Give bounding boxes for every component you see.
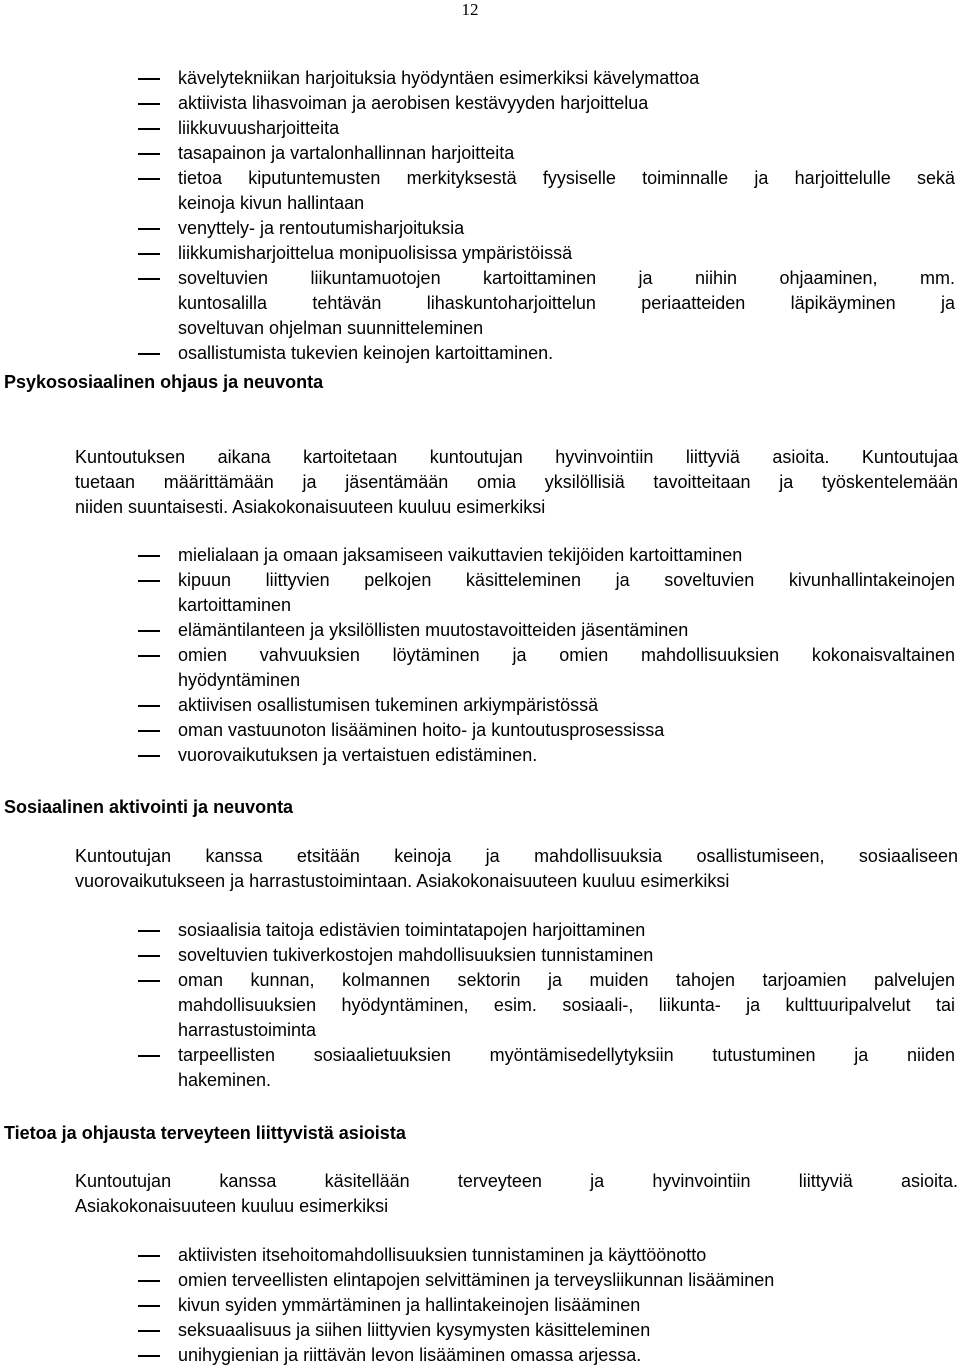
list-item-line: oman kunnan, kolmannen sektorin ja muiden tahojen tarjoamien palvelujen: [178, 970, 955, 990]
dash-bullet-icon: [138, 555, 160, 557]
list-item: [0, 66, 960, 91]
list-item: [0, 968, 960, 1043]
list-item: [0, 91, 960, 116]
health-list: [0, 1243, 960, 1368]
list-item-text: [178, 568, 955, 618]
list-item: [0, 1043, 960, 1093]
list-item: [0, 241, 960, 266]
section-heading-health: Tietoa ja ohjausta terveyteen liittyvistä asioista: [4, 1123, 406, 1143]
psychosocial-list: [0, 543, 960, 768]
list-item: [0, 266, 960, 341]
paragraph-line: tuetaan määrittämään ja jäsentämään omia yksilöllisiä tavoitteitaan ja työskentelemään: [75, 472, 958, 492]
list-item: [0, 618, 960, 643]
list-item-line: mielialaan ja omaan jaksamiseen vaikuttavien tekijöiden kartoittaminen: [178, 545, 743, 565]
dash-bullet-icon: [138, 655, 160, 657]
list-item-line: harrastustoiminta: [178, 1020, 317, 1040]
list-item-line: soveltuvien tukiverkostojen mahdollisuuksien tunnistaminen: [178, 945, 654, 965]
list-item-line: kivun syiden ymmärtäminen ja hallintakeinojen lisääminen: [178, 1295, 641, 1315]
list-item-line: aktiivista lihasvoiman ja aerobisen kestävyyden harjoittelua: [178, 93, 649, 113]
dash-bullet-icon: [138, 1255, 160, 1257]
list-item-line: sosiaalisia taitoja edistävien toimintatapojen harjoittaminen: [178, 920, 646, 940]
dash-bullet-icon: [138, 730, 160, 732]
list-item-text: [178, 116, 955, 141]
dash-bullet-icon: [138, 630, 160, 632]
dash-bullet-icon: [138, 1355, 160, 1357]
dash-bullet-icon: [138, 78, 160, 80]
dash-bullet-icon: [138, 278, 160, 280]
list-item-line: tietoa kiputuntemusten merkityksestä fyysiselle toiminnalle ja harjoittelulle sekä: [178, 168, 955, 188]
list-item-text: [178, 543, 955, 568]
list-item-line: seksuaalisuus ja siihen liittyvien kysymysten käsitteleminen: [178, 1320, 651, 1340]
dash-bullet-icon: [138, 103, 160, 105]
list-item: [0, 918, 960, 943]
dash-bullet-icon: [138, 955, 160, 957]
dash-bullet-icon: [138, 253, 160, 255]
paragraph-line: Kuntoutujan kanssa käsitellään terveyteen ja hyvinvointiin liittyviä asioita.: [75, 1171, 958, 1191]
list-item-text: [178, 166, 955, 216]
list-item-line: mahdollisuuksien hyödyntäminen, esim. sosiaali-, liikunta- ja kulttuuripalvelut tai: [178, 995, 955, 1015]
list-item-line: kuntosalilla tehtävän lihaskuntoharjoittelun periaatteiden läpikäyminen ja: [178, 293, 955, 313]
dash-bullet-icon: [138, 178, 160, 180]
list-item: [0, 743, 960, 768]
list-item-text: [178, 1318, 955, 1343]
list-item: [0, 341, 960, 366]
social-list: [0, 918, 960, 1093]
list-item-line: hyödyntäminen: [178, 670, 301, 690]
dash-bullet-icon: [138, 705, 160, 707]
list-item-text: [178, 618, 955, 643]
paragraph-line: Kuntoutujan kanssa etsitään keinoja ja mahdollisuuksia osallistumiseen, sosiaaliseen: [75, 846, 958, 866]
list-item-text: [178, 1293, 955, 1318]
dash-bullet-icon: [138, 980, 160, 982]
list-item-text: [178, 918, 955, 943]
paragraph-line: Asiakokonaisuuteen kuuluu esimerkiksi: [75, 1196, 389, 1216]
list-item-line: aktiivisten itsehoitomahdollisuuksien tunnistaminen ja käyttöönotto: [178, 1245, 707, 1265]
list-item: [0, 1318, 960, 1343]
list-item: [0, 1243, 960, 1268]
list-item-line: osallistumista tukevien keinojen kartoittaminen.: [178, 343, 554, 363]
list-item: [0, 166, 960, 216]
section-heading-social: Sosiaalinen aktivointi ja neuvonta: [4, 797, 294, 817]
list-item: [0, 141, 960, 166]
list-item-line: tasapainon ja vartalonhallinnan harjoitteita: [178, 143, 515, 163]
list-item: [0, 543, 960, 568]
list-item-line: elämäntilanteen ja yksilöllisten muutostavoitteiden jäsentäminen: [178, 620, 689, 640]
list-item-text: [178, 643, 955, 693]
list-item-text: [178, 743, 955, 768]
list-item-line: soveltuvan ohjelman suunnitteleminen: [178, 318, 484, 338]
psychosocial-paragraph: [75, 445, 958, 520]
list-item-text: [178, 266, 955, 341]
list-item: [0, 1293, 960, 1318]
list-item-text: [178, 693, 955, 718]
dash-bullet-icon: [138, 1305, 160, 1307]
list-item-line: liikkumisharjoittelua monipuolisissa ympäristöissä: [178, 243, 573, 263]
list-item-text: [178, 1243, 955, 1268]
section-heading-psychosocial: Psykososiaalinen ohjaus ja neuvonta: [4, 372, 324, 392]
paragraph-line: Kuntoutuksen aikana kartoitetaan kuntoutujan hyvinvointiin liittyviä asioita. Kuntoutujaa: [75, 447, 958, 467]
list-item-line: hakeminen.: [178, 1070, 272, 1090]
list-item: [0, 116, 960, 141]
list-item-text: [178, 91, 955, 116]
list-item: [0, 216, 960, 241]
dash-bullet-icon: [138, 353, 160, 355]
list-item-line: liikkuvuusharjoitteita: [178, 118, 340, 138]
list-item: [0, 1268, 960, 1293]
page-number: 12: [461, 0, 479, 19]
list-item-text: [178, 968, 955, 1043]
list-item-text: [178, 1043, 955, 1093]
exercise-list: [0, 66, 960, 366]
dash-bullet-icon: [138, 1280, 160, 1282]
list-item-line: kävelytekniikan harjoituksia hyödyntäen esimerkiksi kävelymattoa: [178, 68, 700, 88]
list-item-line: omien vahvuuksien löytäminen ja omien mahdollisuuksien kokonaisvaltainen: [178, 645, 955, 665]
dash-bullet-icon: [138, 930, 160, 932]
list-item-line: soveltuvien liikuntamuotojen kartoittaminen ja niihin ohjaaminen, mm.: [178, 268, 955, 288]
list-item: [0, 718, 960, 743]
list-item-text: [178, 718, 955, 743]
list-item-text: [178, 1268, 955, 1293]
list-item: [0, 943, 960, 968]
list-item: [0, 568, 960, 618]
list-item-line: vuorovaikutuksen ja vertaistuen edistäminen.: [178, 745, 538, 765]
list-item-text: [178, 943, 955, 968]
social-paragraph: [75, 844, 958, 894]
list-item-line: kipuun liittyvien pelkojen käsitteleminen ja soveltuvien kivunhallintakeinojen: [178, 570, 955, 590]
dash-bullet-icon: [138, 228, 160, 230]
list-item-text: [178, 216, 955, 241]
list-item-line: omien terveellisten elintapojen selvittäminen ja terveysliikunnan lisääminen: [178, 1270, 775, 1290]
list-item-text: [178, 241, 955, 266]
paragraph-line: niiden suuntaisesti. Asiakokonaisuuteen kuuluu esimerkiksi: [75, 497, 546, 517]
list-item-text: [178, 66, 955, 91]
list-item-line: venyttely- ja rentoutumisharjoituksia: [178, 218, 465, 238]
list-item-line: unihygienian ja riittävän levon lisääminen omassa arjessa.: [178, 1345, 642, 1365]
dash-bullet-icon: [138, 580, 160, 582]
dash-bullet-icon: [138, 1330, 160, 1332]
list-item: [0, 643, 960, 693]
list-item-line: kartoittaminen: [178, 595, 292, 615]
list-item-line: oman vastuunoton lisääminen hoito- ja kuntoutusprosessissa: [178, 720, 665, 740]
list-item-line: keinoja kivun hallintaan: [178, 193, 365, 213]
list-item-line: tarpeellisten sosiaalietuuksien myöntämisedellytyksiin tutustuminen ja niiden: [178, 1045, 955, 1065]
health-paragraph: [75, 1169, 958, 1219]
list-item-text: [178, 1343, 955, 1368]
list-item: [0, 1343, 960, 1368]
dash-bullet-icon: [138, 153, 160, 155]
dash-bullet-icon: [138, 1055, 160, 1057]
dash-bullet-icon: [138, 755, 160, 757]
list-item-text: [178, 141, 955, 166]
list-item-text: [178, 341, 955, 366]
list-item: [0, 693, 960, 718]
paragraph-line: vuorovaikutukseen ja harrastustoimintaan. Asiakokonaisuuteen kuuluu esimerkiksi: [75, 871, 730, 891]
dash-bullet-icon: [138, 128, 160, 130]
list-item-line: aktiivisen osallistumisen tukeminen arkiympäristössä: [178, 695, 599, 715]
